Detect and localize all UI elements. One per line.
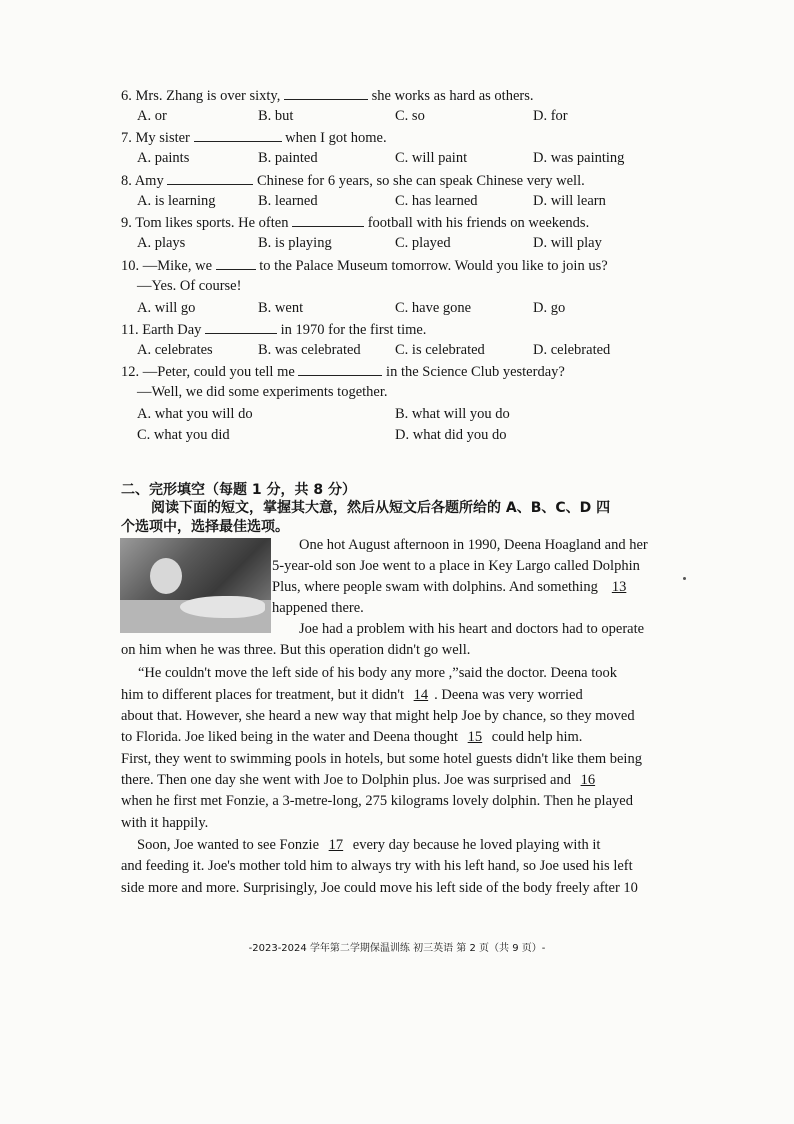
- question-12: 12. —Peter, could you tell me in the Science Club yesterday?: [121, 364, 565, 380]
- question-9: 9. Tom likes sports. He often football with his friends on weekends.: [121, 215, 590, 231]
- passage-line: to Florida. Joe liked being in the water and Deena thought 15 could help him.: [121, 729, 583, 745]
- question-11: 11. Earth Day in 1970 for the first time.: [121, 322, 427, 338]
- blank-number: 16: [580, 772, 596, 788]
- option-a: A. plays: [137, 235, 186, 251]
- option-b: B. was celebrated: [258, 342, 361, 358]
- option-d: D. was painting: [533, 150, 625, 166]
- answer-blank: [298, 362, 382, 376]
- passage-line: him to different places for treatment, but it didn't 14 . Deena was very worried: [121, 687, 583, 703]
- option-a: A. what you will do: [137, 406, 253, 422]
- option-b: B. painted: [258, 150, 318, 166]
- option-d: D. for: [533, 108, 568, 124]
- option-a: A. celebrates: [137, 342, 213, 358]
- option-d: D. will learn: [533, 193, 606, 209]
- option-d: D. what did you do: [395, 427, 507, 443]
- option-a: A. will go: [137, 300, 196, 316]
- answer-blank: [205, 320, 277, 334]
- boy-head-shape: [150, 558, 182, 594]
- answer-blank: [167, 171, 253, 185]
- blank-number: 14: [413, 687, 429, 703]
- question-10: 10. —Mike, we to the Palace Museum tomorrow. Would you like to join us?: [121, 258, 608, 274]
- question-8: 8. Amy Chinese for 6 years, so she can speak Chinese very well.: [121, 173, 585, 189]
- dolphin-photo: [120, 538, 271, 633]
- option-b: B. is playing: [258, 235, 332, 251]
- answer-blank: [194, 128, 282, 142]
- option-b: B. went: [258, 300, 304, 316]
- option-c: C. so: [395, 108, 425, 124]
- passage-line: Joe had a problem with his heart and doctors had to operate: [299, 621, 645, 637]
- passage-line: side more and more. Surprisingly, Joe could move his left side of the body freely after 10: [121, 880, 638, 896]
- passage-line: “He couldn't move the left side of his body any more ,”said the doctor. Deena took: [138, 665, 617, 681]
- option-c: C. played: [395, 235, 451, 251]
- passage-line: about that. However, she heard a new way that might help Joe by chance, so they moved: [121, 708, 635, 724]
- passage-line: Plus, where people swam with dolphins. And something 13: [272, 578, 632, 596]
- reply-line: —Yes. Of course!: [137, 278, 242, 294]
- blank-number: 17: [328, 837, 344, 853]
- passage-line: 5-year-old son Joe went to a place in Key Largo called Dolphin: [272, 558, 640, 574]
- answer-blank: [284, 86, 368, 100]
- passage-line: Soon, Joe wanted to see Fonzie 17 every day because he loved playing with it: [137, 837, 601, 853]
- passage-line: happened there.: [272, 600, 364, 616]
- section-title: 二、完形填空（每题 1 分，共 8 分）: [121, 482, 356, 498]
- passage-line: One hot August afternoon in 1990, Deena Hoagland and her: [299, 537, 648, 553]
- answer-blank: [216, 256, 256, 270]
- passage-line: with it happily.: [121, 815, 209, 831]
- answer-blank: [292, 213, 364, 227]
- passage-line: First, they went to swimming pools in hotels, but some hotel guests didn't like them being: [121, 751, 642, 767]
- option-b: B. what will you do: [395, 406, 510, 422]
- option-b: B. learned: [258, 193, 318, 209]
- blank-number: 15: [467, 729, 483, 745]
- option-a: A. paints: [137, 150, 190, 166]
- passage-line: there. Then one day she went with Joe to Dolphin plus. Joe was surprised and 16: [121, 771, 601, 789]
- section-instruction: 阅读下面的短文，掌握其大意，然后从短文后各题所给的 A、B、C、D 四: [151, 500, 611, 516]
- option-d: D. go: [533, 300, 566, 316]
- option-a: A. is learning: [137, 193, 216, 209]
- option-b: B. but: [258, 108, 294, 124]
- blank-number: 13: [611, 579, 627, 595]
- option-d: D. celebrated: [533, 342, 611, 358]
- option-c: C. will paint: [395, 150, 468, 166]
- question-7: 7. My sister when I got home.: [121, 130, 387, 146]
- question-6: 6. Mrs. Zhang is over sixty, she works as hard as others.: [121, 88, 534, 104]
- reply-line: —Well, we did some experiments together.: [137, 384, 388, 400]
- section-instruction-cont: 个选项中，选择最佳选项。: [121, 519, 289, 535]
- option-c: C. has learned: [395, 193, 478, 209]
- option-c: C. is celebrated: [395, 342, 485, 358]
- dolphin-shape: [180, 596, 265, 618]
- option-a: A. or: [137, 108, 167, 124]
- passage-line: when he first met Fonzie, a 3-metre-long, 275 kilograms lovely dolphin. Then he played: [121, 793, 633, 809]
- passage-line: and feeding it. Joe's mother told him to always try with his left hand, so Joe used his left: [121, 858, 633, 874]
- passage-line: on him when he was three. But this operation didn't go well.: [121, 642, 471, 658]
- option-d: D. will play: [533, 235, 602, 251]
- option-c: C. have gone: [395, 300, 472, 316]
- option-c: C. what you did: [137, 427, 230, 443]
- page-footer: -2023-2024 学年第二学期保温训练 初三英语 第 2 页（共 9 页）-: [248, 943, 546, 954]
- scan-speck: [683, 577, 686, 580]
